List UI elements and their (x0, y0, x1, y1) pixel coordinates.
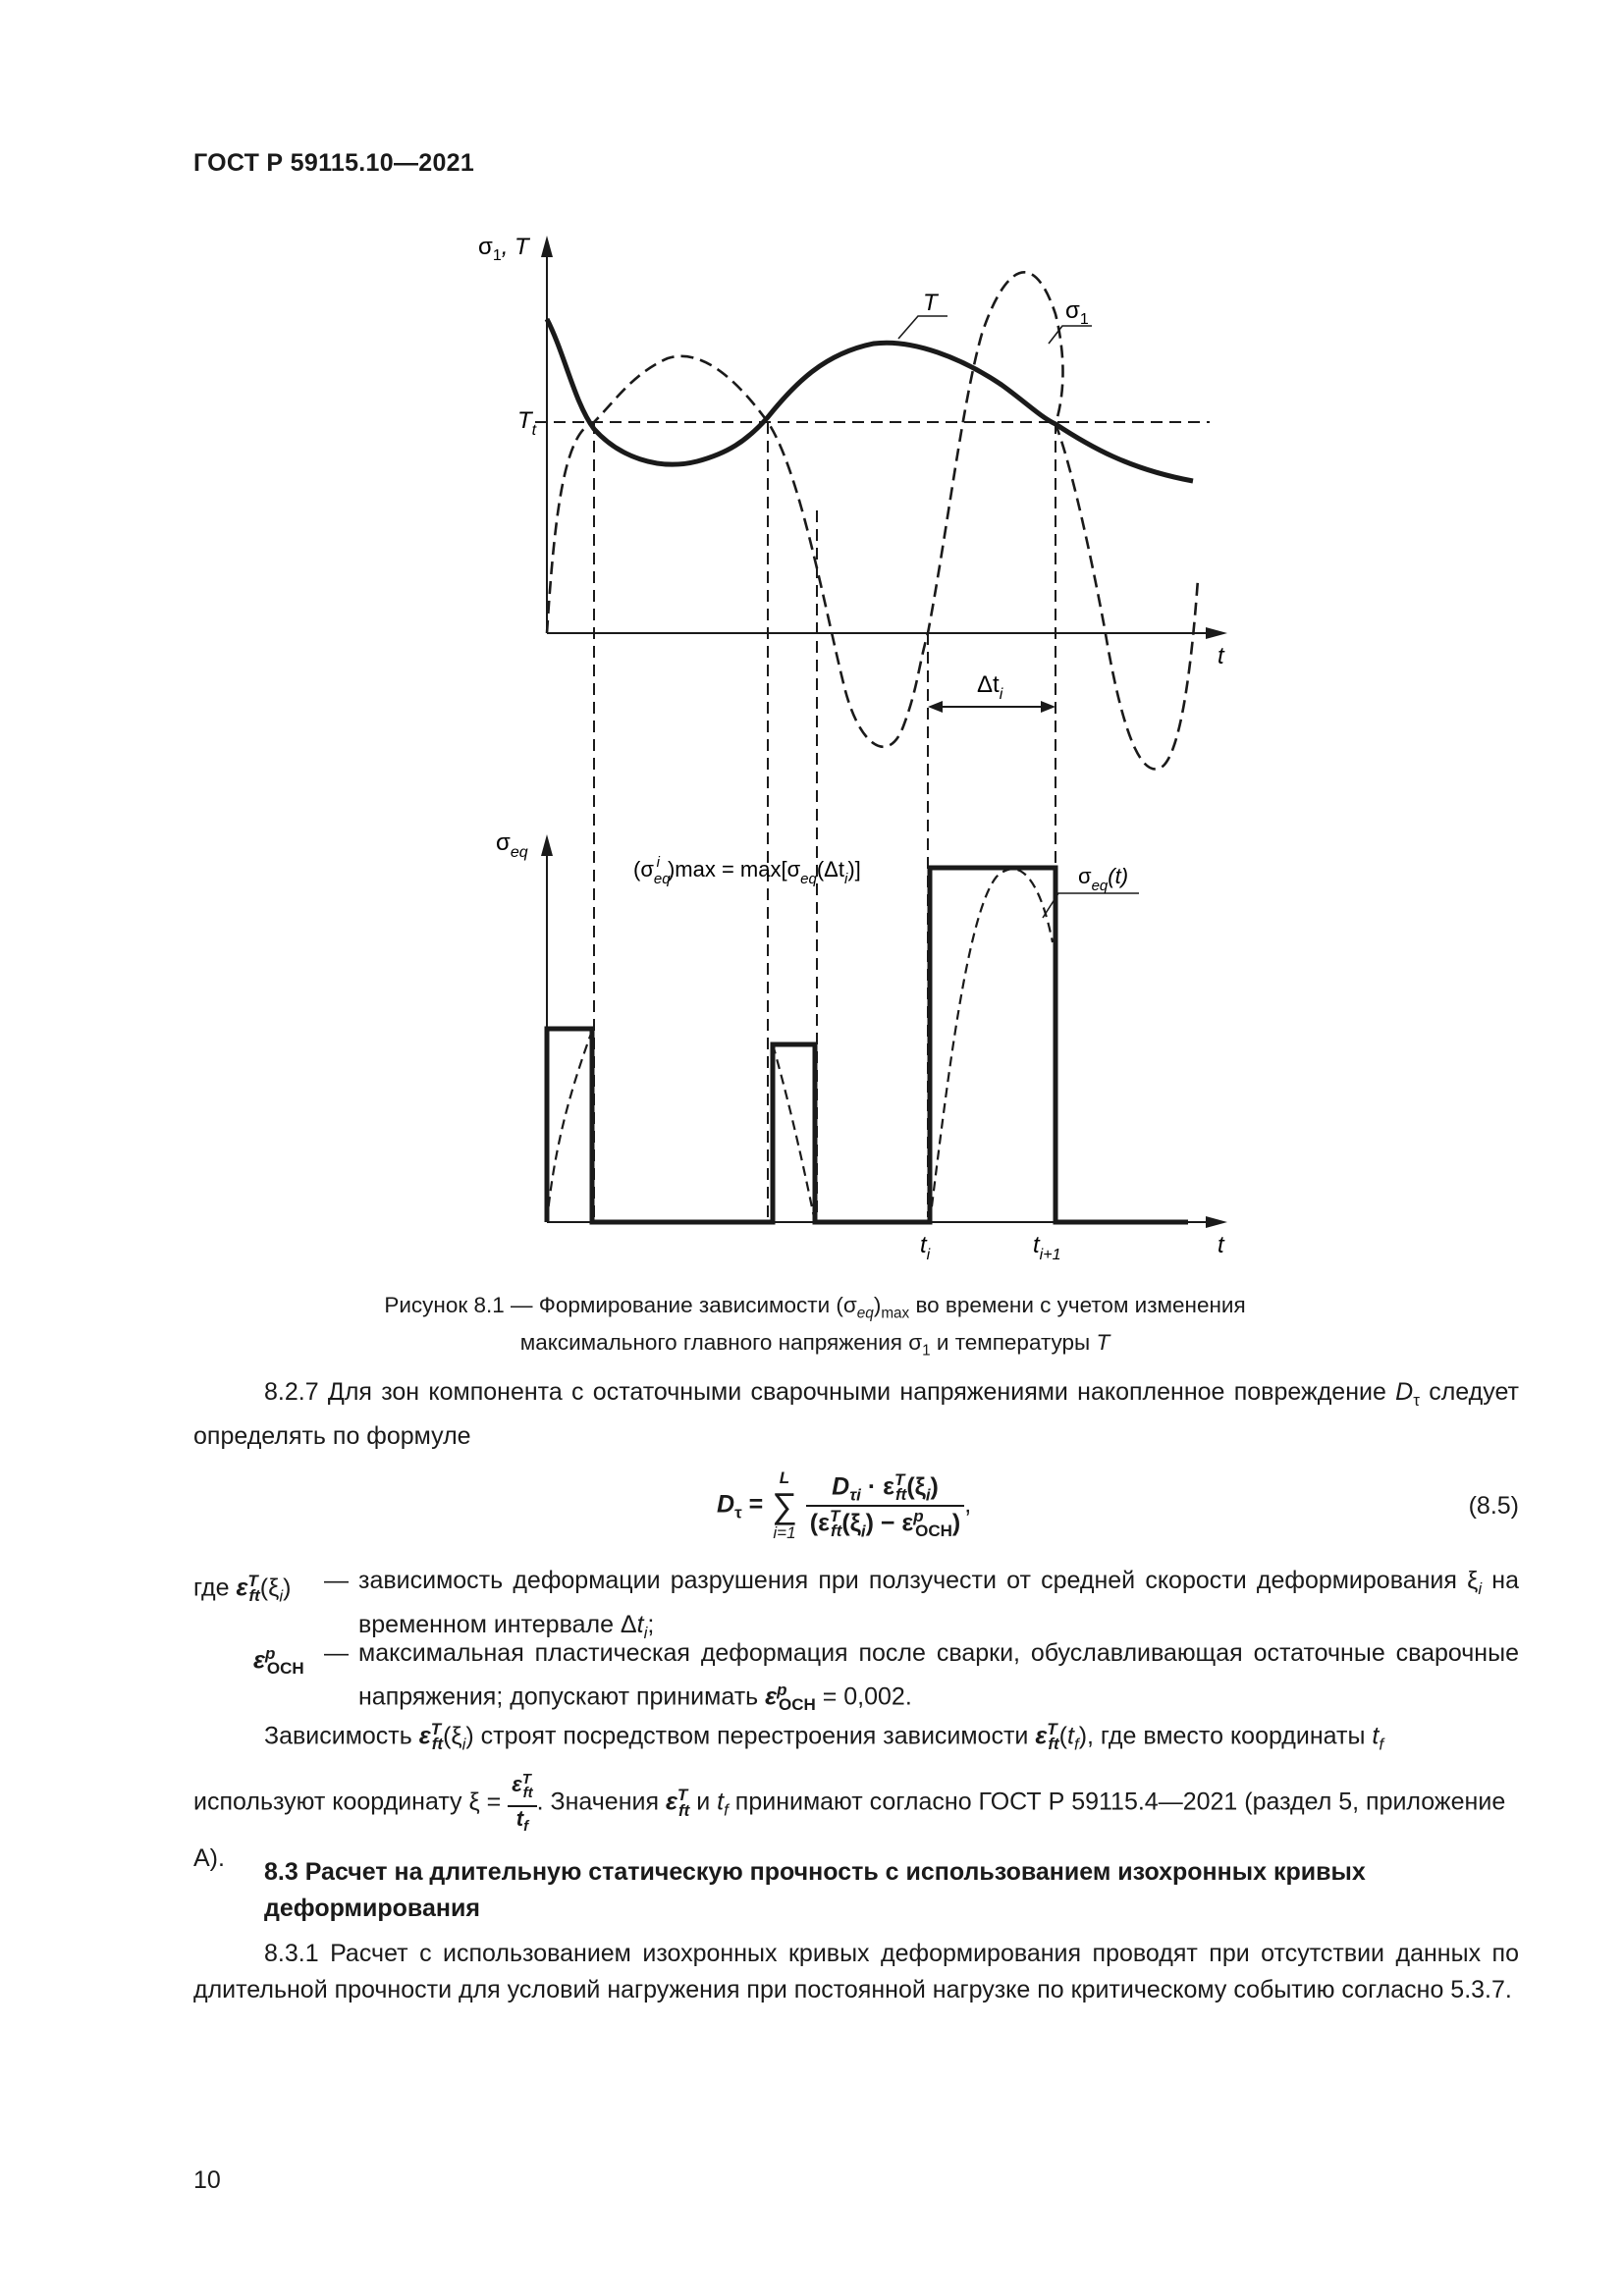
equation-number: (8.5) (1468, 1492, 1519, 1520)
sigma-eq-max-steps (547, 868, 1188, 1222)
curve-sigma-label: $\sigma_1$ (1065, 297, 1089, 328)
where-text-1: зависимость деформации разрушения при ползучести от средней скорости деформирования $\xi_i$ на временном интервале $\Delta t_i$; (358, 1567, 1519, 1642)
lower-y-label: $\sigma_{eq}$ (496, 829, 528, 861)
temperature-curve (547, 319, 1193, 481)
where-dash-2: — (324, 1639, 349, 1667)
sigma1-curve (547, 272, 1198, 769)
where-symbol-2: $\varepsilon^p_{ОСН}$ (253, 1644, 304, 1679)
sigma-eq-t-label: $\sigma_{eq}(t)$ (1078, 864, 1129, 894)
upper-t-label: t (1218, 643, 1224, 669)
where-text-2: максимальная пластическая деформация после сварки, обуславливающая остаточные сварочные напряжения; допускают принимать $\varepsilon^p_{ОСН} = 0,002$. (358, 1639, 1519, 1715)
paragraph-8-2-7: 8.2.7 Для зон компонента с остаточными сварочными напряжениями накопленное повреждение $D_\tau$ следует определять по формуле (193, 1378, 1519, 1450)
tt-label: $T_t$ (517, 407, 537, 439)
max-formula-label: ($\sigma_{eq}i$ )$\max = \max[\sigma_{eq}(\Delta t_i)]$ (633, 854, 861, 887)
figure-caption: Рисунок 8.1 — Формирование зависимости $(\sigma_{eq})_{max}$ во времени с учетом изменения максимального главного напряжения $\sigma_1$ и температуры T (384, 1293, 1246, 1360)
sigma-eq-curve (547, 1031, 592, 1222)
upper-y-label: $\sigma_1$, T (478, 234, 529, 264)
paragraph-8-3-1: 8.3.1 Расчет с использованием изохронных кривых деформирования проводят при отсутствии данных по длительной прочности для условий нагружения при постоянной нагрузке по критическому событию согласно 5.3.7. (193, 1940, 1519, 2003)
document-header: ГОСТ Р 59115.10—2021 (193, 149, 475, 177)
section-heading-8-3: 8.3 Расчет на длительную статическую прочность с использованием изохронных кривых деформирования (264, 1858, 1366, 1922)
delta-t-label: $\Delta t_i$ (977, 671, 1003, 703)
where-dash-1: — (324, 1567, 349, 1594)
page-number: 10 (193, 2166, 221, 2194)
curve-t-label: T (923, 290, 938, 316)
ti-label: $t_i$ (920, 1232, 931, 1263)
where-symbol-1: где $\varepsilon^T_{ft}(\xi_i)$ (193, 1572, 292, 1606)
lower-t-label: t (1218, 1232, 1224, 1258)
paragraph-dependence: Зависимость $\varepsilon^T_{ft}(\xi_i)$ строят посредством перестроения зависимости $\varepsilon^T_{ft}(t_f)$, где вместо координаты $t_f$ используют координату ξ = $\frac{\varepsilon^T_{ft}}{t_f}$ . Значения $\varepsilon^T_{ft}$ и $t_f$ принимают согласно ГОСТ Р 59115.4—2021 (раздел 5, приложение А). (193, 1720, 1506, 1872)
equation-8-5: $D_\tau$ = L ∑ i=1 $\frac{D_{\tau i} \cdot \varepsilon^T_{ft}(\xi_i)}{(\varepsilon^T_{ft}(\xi_i) - \varepsilon^p_{ОСН})}$ , (717, 1468, 972, 1542)
ti1-label: $t_{i+1}$ (1033, 1232, 1061, 1263)
